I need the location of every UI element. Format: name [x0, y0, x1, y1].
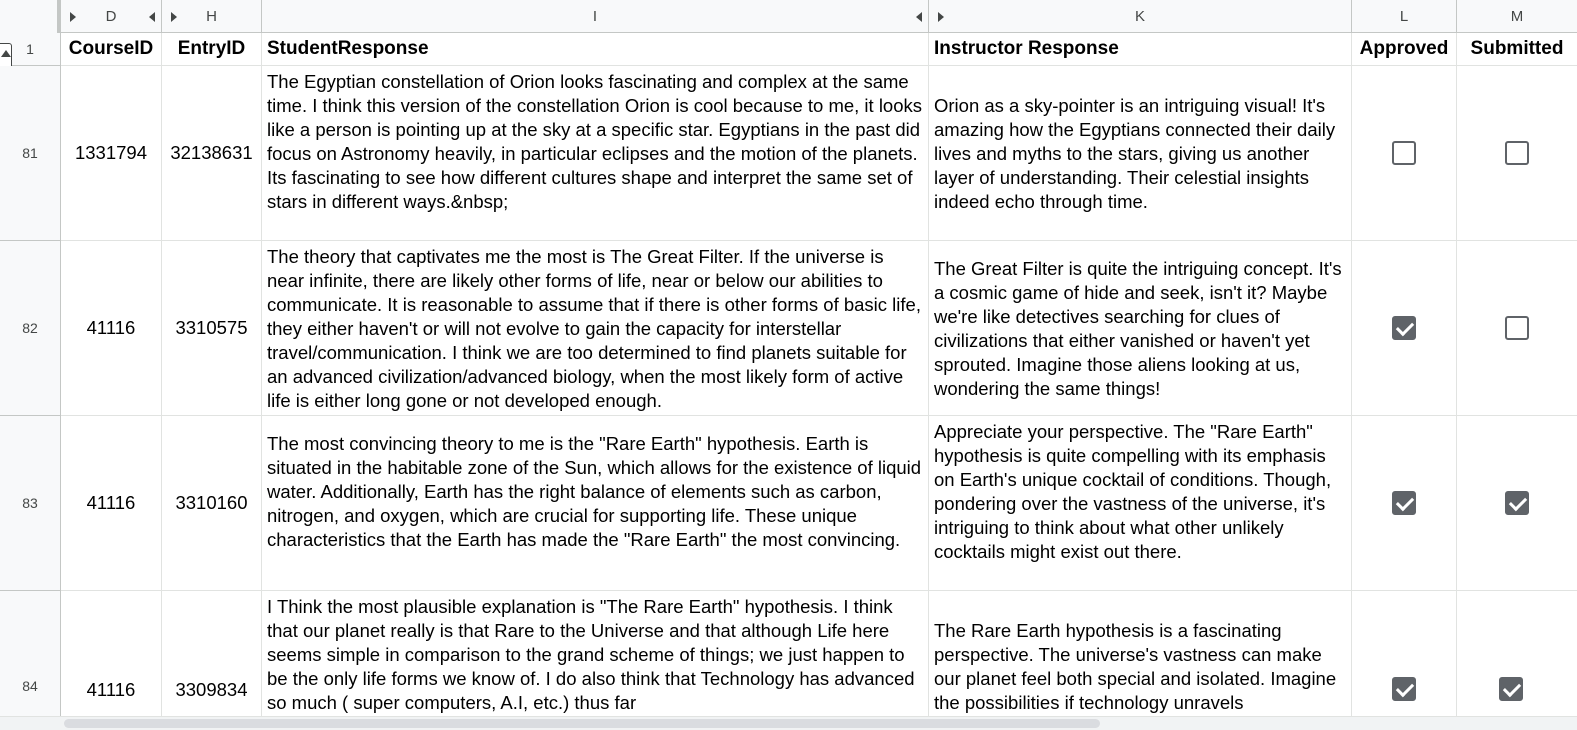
row-number-82[interactable]: 82 [0, 241, 61, 416]
row-number-83[interactable]: 83 [0, 416, 61, 591]
header-cell-instructor-response[interactable]: Instructor Response [929, 33, 1352, 66]
cell-approved [1352, 591, 1457, 716]
approved-checkbox[interactable] [1392, 677, 1416, 701]
cell-instructor-response[interactable]: Appreciate your perspective. The "Rare Earth" hypothesis is quite compelling with its emphasis on Earth's unique cocktail of conditions. Though, pondering over the vastness of the universe, it's intriguing to think about what other unlikely cocktails might exist out there. [929, 416, 1352, 591]
cell-entry-id[interactable]: 3310575 [162, 241, 262, 416]
column-header-k[interactable]: K [929, 0, 1352, 33]
select-all-corner[interactable] [0, 0, 61, 33]
cell-submitted [1457, 591, 1577, 716]
expand-right-icon[interactable] [171, 12, 177, 22]
column-header-row [0, 0, 1577, 33]
expand-right-icon[interactable] [70, 12, 76, 22]
cell-student-response[interactable]: The most convincing theory to me is the "Rare Earth" hypothesis. Earth is situated in the habitable zone of the Sun, which allows for the existence of liquid water. Additionally, Earth has the right balance of elements such as carbon, nitrogen, and oxygen, which are crucial for supporting life. These unique characteristics that the Earth has made the "Rare Earth" the most convincing. [262, 416, 929, 591]
expand-right-icon[interactable] [938, 12, 944, 22]
submitted-checkbox[interactable] [1505, 141, 1529, 165]
cell-submitted [1457, 241, 1577, 416]
row-number-81[interactable]: 81 [0, 66, 61, 241]
column-header-l[interactable]: L [1352, 0, 1457, 33]
header-cell-approved[interactable]: Approved [1352, 33, 1457, 66]
cell-student-response[interactable]: The Egyptian constellation of Orion looks fascinating and complex at the same time. I think this version of the constellation Orion is cool because to me, it looks like a person is pointing up at the sky at a specific star. Egyptians in the past did focus on Astronomy heavily, in particular eclipses and the motion of the planets. Its fascinating to see how different cultures shape and interpret the same set of stars in different ways.&nbsp; [262, 66, 929, 241]
cell-student-response[interactable]: I Think the most plausible explanation is "The Rare Earth" hypothesis. I think that our planet really is that Rare to the Universe and that although Life here seems simple in comparison to the grand scheme of things; we just happen to be the only life forms we know of. I do also think that Technology has advanced so much ( super computers, A.I, etc.) thus far [262, 591, 929, 716]
cell-course-id[interactable]: 41116 [61, 591, 162, 716]
cell-instructor-response[interactable]: Orion as a sky-pointer is an intriguing visual! It's amazing how the Egyptians connected their daily lives and myths to the stars, giving us another layer of understanding. Their celestial insights indeed echo through time. [929, 66, 1352, 241]
column-header-i[interactable]: I [262, 0, 929, 33]
submitted-checkbox[interactable] [1505, 316, 1529, 340]
cell-entry-id[interactable]: 32138631 [162, 66, 262, 241]
cell-approved [1352, 416, 1457, 591]
submitted-checkbox[interactable] [1499, 677, 1523, 701]
cell-course-id[interactable]: 1331794 [61, 66, 162, 241]
cell-approved [1352, 66, 1457, 241]
submitted-checkbox[interactable] [1505, 491, 1529, 515]
cell-student-response[interactable]: The theory that captivates me the most is The Great Filter. If the universe is near infinite, there are likely other forms of life, near or below our abilities to communicate. It is reasonable to assume that if there is other forms of basic life, they either haven't or will not evolve to gain the capacity for interstellar travel/communication. I think we are too determined to find planets suitable for an advanced civilization/advanced biology, when the most likely form of active life is either long gone or not developed enough. [262, 241, 929, 416]
collapse-left-icon[interactable] [149, 12, 155, 22]
collapse-left-icon[interactable] [916, 12, 922, 22]
cell-entry-id[interactable]: 3309834 [162, 591, 262, 716]
arrow-up-icon [1, 50, 11, 57]
header-cell-course-id[interactable]: CourseID [61, 33, 162, 66]
column-header-m[interactable]: M [1510, 8, 1524, 25]
cell-course-id[interactable]: 41116 [61, 416, 162, 591]
approved-checkbox[interactable] [1392, 316, 1416, 340]
header-cell-student-response[interactable]: StudentResponse [262, 33, 929, 66]
row-number-84[interactable]: 84 [0, 591, 61, 716]
approved-checkbox[interactable] [1392, 141, 1416, 165]
cell-course-id[interactable]: 41116 [61, 241, 162, 416]
horizontal-scrollbar[interactable] [0, 716, 1577, 730]
cell-instructor-response[interactable]: The Rare Earth hypothesis is a fascinating perspective. The universe's vastness can make our planet feel both special and isolated. Imagine the possibilities if technology unravels [929, 591, 1352, 716]
cell-entry-id[interactable]: 3310160 [162, 416, 262, 591]
header-cell-submitted[interactable]: Submitted [1457, 33, 1577, 66]
cell-instructor-response[interactable]: The Great Filter is quite the intriguing concept. It's a cosmic game of hide and seek, isn't it? Maybe we're like detectives searching for clues of civilizations that either vanished or haven't yet sprouted. Imagine those aliens looking at us, wondering the same things! [929, 241, 1352, 416]
cell-approved [1352, 241, 1457, 416]
cell-submitted [1457, 416, 1577, 591]
row-number-1[interactable]: 1 [0, 33, 61, 66]
column-header-d[interactable]: D [61, 0, 162, 33]
approved-checkbox[interactable] [1392, 491, 1416, 515]
column-header-h[interactable]: H [162, 0, 262, 33]
scrollbar-thumb[interactable] [64, 719, 1100, 728]
cell-submitted [1457, 66, 1577, 241]
header-cell-entry-id[interactable]: EntryID [162, 33, 262, 66]
